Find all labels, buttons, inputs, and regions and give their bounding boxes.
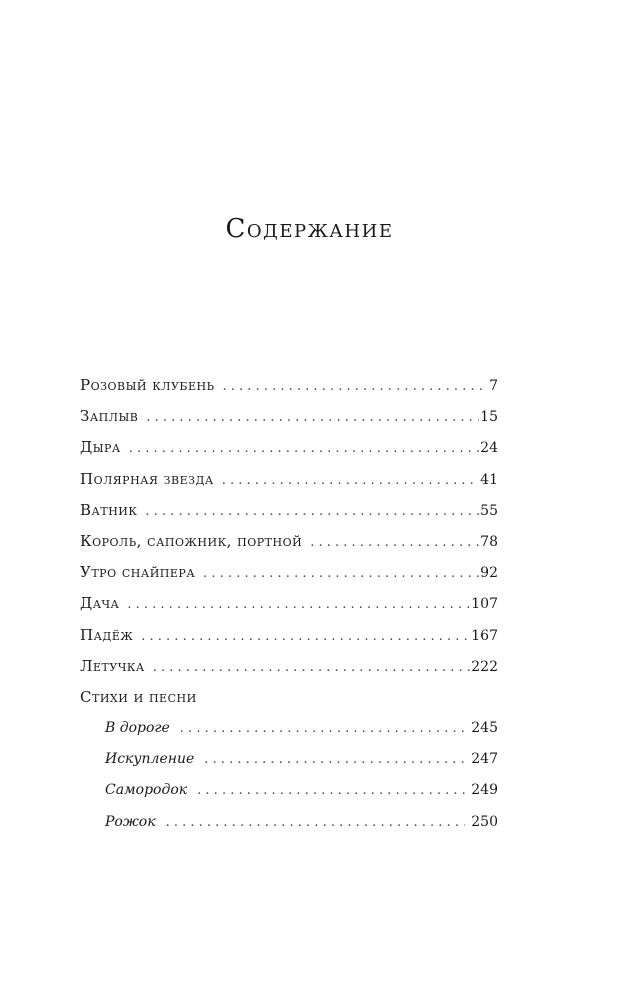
toc-subentry[interactable] [80, 807, 498, 838]
toc-entry-title: Заплыв [80, 407, 139, 426]
toc-subentry[interactable] [80, 775, 498, 806]
toc-dot-leader [145, 496, 479, 527]
toc-entry[interactable] [80, 401, 498, 432]
toc-entry-title: Король, сапожник, портной [80, 531, 303, 550]
toc-entry[interactable] [80, 370, 498, 401]
toc-subentry-title: Самородок [105, 782, 188, 799]
toc-entry-page: 15 [480, 409, 498, 426]
toc-subentry[interactable] [80, 744, 498, 775]
toc-entry-page: 41 [480, 471, 498, 488]
toc-dot-leader [197, 775, 465, 806]
toc-entry-page: 24 [480, 440, 498, 457]
toc-dot-leader [180, 713, 465, 744]
toc-entry[interactable] [80, 588, 498, 619]
toc-subentry-page: 247 [471, 751, 498, 768]
toc-group-title: Стихи и песни [80, 687, 197, 706]
toc-dot-leader [310, 527, 479, 558]
toc-subentry-page: 249 [471, 782, 498, 799]
toc-dot-leader [203, 558, 479, 589]
toc-entry-title: Полярная звезда [80, 469, 214, 488]
toc-subentry[interactable] [80, 713, 498, 744]
toc-subentry-page: 250 [471, 813, 498, 830]
toc-entry-page: 222 [471, 658, 498, 675]
toc-dot-leader [141, 621, 470, 652]
toc-entry-title: Летучка [80, 656, 145, 675]
toc-entry-page: 167 [471, 627, 498, 644]
toc-entry-page: 78 [480, 533, 498, 550]
toc-dot-leader [127, 589, 470, 620]
toc-subentry-title: В дороге [105, 720, 170, 737]
toc-entry-title: Падёж [80, 625, 134, 644]
toc-subentry-title: Рожок [105, 813, 156, 830]
toc-entry-title: Дыра [80, 438, 121, 457]
toc-dot-leader [223, 371, 489, 402]
toc-dot-leader [166, 807, 466, 838]
toc-entry-title: Утро снайпера [80, 563, 196, 582]
toc-dot-leader [153, 652, 471, 683]
toc-group-heading[interactable] [80, 682, 498, 713]
toc-entry-page: 92 [480, 565, 498, 582]
toc-dot-leader [204, 744, 465, 775]
toc-entry[interactable] [80, 495, 498, 526]
toc-entry-page: 55 [480, 502, 498, 519]
toc-entry[interactable] [80, 620, 498, 651]
toc-subentry-page: 245 [471, 720, 498, 737]
toc-entry[interactable] [80, 651, 498, 682]
toc-entry-page: 107 [471, 596, 498, 613]
toc-entry[interactable] [80, 526, 498, 557]
toc-entry[interactable] [80, 464, 498, 495]
toc-entry-title: Розовый клубень [80, 376, 215, 394]
table-of-contents [80, 370, 498, 838]
toc-dot-leader [222, 465, 479, 496]
toc-entry[interactable] [80, 432, 498, 463]
toc-entry-title: Дача [80, 594, 120, 613]
toc-subentry-title: Искупление [105, 751, 195, 768]
page-title: Содержание [225, 214, 394, 244]
toc-entry-title: Ватник [80, 500, 138, 519]
toc-entry[interactable] [80, 557, 498, 588]
toc-dot-leader [146, 402, 479, 433]
toc-dot-leader [129, 433, 479, 464]
toc-entry-page: 7 [489, 378, 498, 394]
